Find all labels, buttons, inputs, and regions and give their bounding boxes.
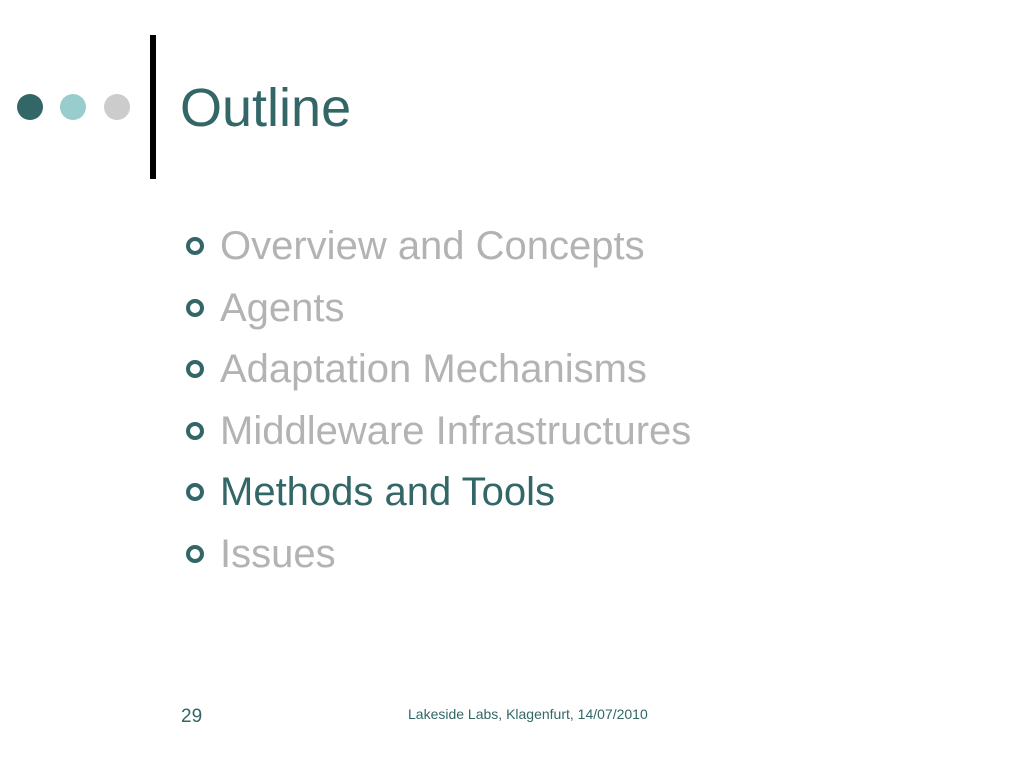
outline-item-methods-current xyxy=(186,469,691,531)
ring-bullet-icon xyxy=(186,237,204,255)
ring-bullet-icon xyxy=(186,422,204,440)
outline-item-issues xyxy=(186,531,691,593)
outline-item-middleware xyxy=(186,408,691,470)
outline-item-label: Agents xyxy=(220,285,345,330)
outline-item-label: Issues xyxy=(220,531,336,576)
outline-item-adaptation xyxy=(186,346,691,408)
ring-bullet-icon xyxy=(186,360,204,378)
ring-bullet-icon xyxy=(186,299,204,317)
ring-bullet-icon xyxy=(186,483,204,501)
light-teal-dot-icon xyxy=(60,94,86,120)
outline-item-label: Methods and Tools xyxy=(220,470,556,514)
page-number: 29 xyxy=(181,706,203,727)
outline-item-label: Adaptation Mechanisms xyxy=(220,347,647,391)
outline-item-overview xyxy=(186,223,691,285)
gray-dot-icon xyxy=(104,94,130,120)
title-divider xyxy=(150,35,156,179)
teal-dot-icon xyxy=(17,94,43,120)
outline-item-agents xyxy=(186,285,691,347)
outline-item-label: Middleware Infrastructures xyxy=(220,408,692,453)
ring-bullet-icon xyxy=(186,545,204,563)
footer-text: Lakeside Labs, Klagenfurt, 14/07/2010 xyxy=(408,706,648,722)
outline-list xyxy=(186,223,691,592)
slide-title: Outline xyxy=(180,78,352,138)
outline-item-label: Overview and Concepts xyxy=(220,224,645,268)
